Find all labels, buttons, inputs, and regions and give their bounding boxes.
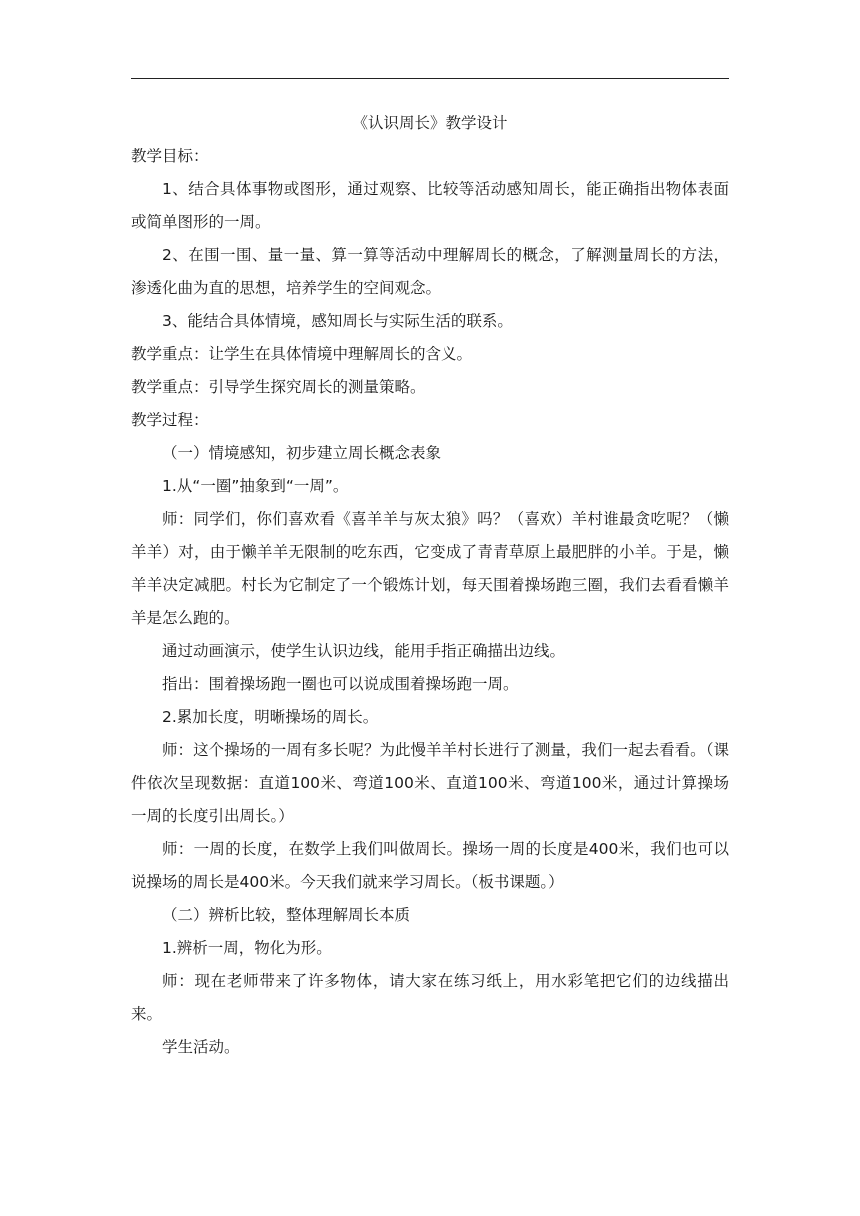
paragraph: 3、能结合具体情境，感知周长与实际生活的联系。 [162, 312, 513, 330]
paragraph: 师：同学们，你们喜欢看《喜羊羊与灰太狼》吗？（喜欢）羊村谁最贪吃呢？（懒羊羊）对，由于懒羊羊无限制的吃东西，它变成了青青草原上最肥胖的小羊。于是，懒羊羊决定减肥。村长为它制定了一个锻炼计划，每天围着操场跑三圈，我们去看看懒羊羊是怎么跑的。 [131, 510, 729, 627]
header-rule [131, 78, 729, 79]
paragraph: 2.累加长度，明晰操场的周长。 [162, 708, 379, 726]
paragraph-list [131, 140, 729, 1064]
paragraph: 师：这个操场的一周有多长呢？为此慢羊羊村长进行了测量，我们一起去看看。（课件依次呈现数据：直道100米、弯道100米、直道100米、弯道100米，通过计算操场一周的长度引出周长。） [131, 741, 729, 825]
paragraph: 师：一周的长度，在数学上我们叫做周长。操场一周的长度是400米，我们也可以说操场的周长是400米。今天我们就来学习周长。（板书课题。） [131, 840, 729, 891]
paragraph: 教学重点：让学生在具体情境中理解周长的含义。 [131, 345, 473, 363]
paragraph: （二）辨析比较，整体理解周长本质 [162, 906, 411, 924]
document-title: 《认识周长》教学设计 [352, 114, 508, 132]
paragraph: 1、结合具体事物或图形，通过观察、比较等活动感知周长，能正确指出物体表面或简单图形的一周。 [131, 180, 729, 231]
paragraph: 教学目标： [131, 147, 209, 165]
paragraph: 1.从“一圈”抽象到“一周”。 [162, 477, 349, 495]
document-body [131, 107, 729, 1064]
paragraph: 指出：围着操场跑一圈也可以说成围着操场跑一周。 [162, 675, 519, 693]
paragraph: 教学重点：引导学生探究周长的测量策略。 [131, 378, 426, 396]
paragraph: （一）情境感知，初步建立周长概念表象 [162, 444, 442, 462]
paragraph: 1.辨析一周，物化为形。 [162, 939, 332, 957]
paragraph: 通过动画演示，使学生认识边线，能用手指正确描出边线。 [162, 642, 566, 660]
paragraph: 2、在围一围、量一量、算一算等活动中理解周长的概念，了解测量周长的方法，渗透化曲为直的思想，培养学生的空间观念。 [131, 246, 729, 297]
paragraph: 学生活动。 [162, 1038, 240, 1056]
paragraph: 师：现在老师带来了许多物体，请大家在练习纸上，用水彩笔把它们的边线描出来。 [131, 972, 729, 1023]
paragraph: 教学过程： [131, 411, 209, 429]
